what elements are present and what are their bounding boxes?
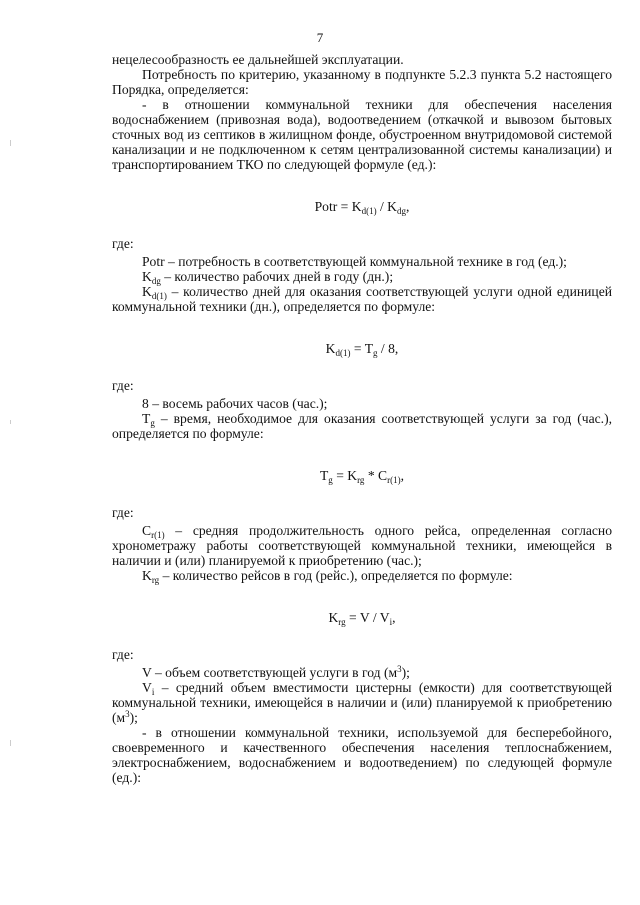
formula-kd1: $K_{d(1)} = T_g / 8$, bbox=[325, 341, 399, 358]
definition-cr1: $C_{r(1)}$ – средняя продолжительность одного рейса, определенная согласно хронометражу работы соответствующей коммунальной техники, имеющейся в наличии и (или) планируемой к приобретению (час.); bbox=[112, 523, 612, 568]
formula-krg: $K_{rg} = V / V_i$, bbox=[328, 610, 396, 627]
definition-8: 8 – восемь рабочих часов (час.); bbox=[142, 396, 328, 411]
where-label: где: bbox=[112, 505, 134, 520]
document-body bbox=[112, 52, 612, 785]
where-label: где: bbox=[112, 647, 134, 662]
definition-potr: Potr – потребность в соответствующей коммунальной технике в год (ед.); bbox=[142, 254, 567, 269]
scan-mark bbox=[10, 140, 11, 146]
scan-mark bbox=[10, 420, 11, 424]
paragraph-2: Потребность по критерию, указанному в подпункте 5.2.3 пункта 5.2 настоящего Порядка, определяется: bbox=[112, 67, 612, 97]
definition-krg: $K_{rg}$ – количество рейсов в год (рейс.), определяется по формуле: bbox=[142, 568, 513, 585]
definition-vi: $V_i$ – средний объем вместимости цистерны (емкости) для соответствующей коммунальной техники, имеющейся в наличии и (или) планируемой к приобретению $(м^3)$; bbox=[112, 680, 612, 725]
definition-tg: $T_g$ – время, необходимое для оказания соответствующей услуги за год (час.), определяется по формуле: bbox=[112, 411, 612, 441]
where-label: где: bbox=[112, 378, 134, 393]
page-number: 7 bbox=[316, 30, 324, 45]
definition-v: V – объем соответствующей услуги в год $(м^3)$; bbox=[142, 664, 410, 680]
formula-potr: Potr = $K_{d(1)} / K_{dg}$, bbox=[314, 199, 410, 216]
definition-kdg: $K_{dg}$ – количество рабочих дней в году (дн.); bbox=[142, 269, 394, 286]
formula-tg: $T_g = K_{rg} * C_{r(1)}$, bbox=[319, 468, 405, 485]
paragraph-last: - в отношении коммунальной техники, используемой для бесперебойного, своевременного и качественного обеспечения населения теплоснабжением, электроснабжением, водоснабжением и водоотведением) по следующей формуле (ед.): bbox=[112, 725, 612, 785]
where-label: где: bbox=[112, 236, 134, 251]
scan-mark bbox=[10, 740, 11, 746]
paragraph-3: - в отношении коммунальной техники для обеспечения населения водоснабжением (привозная вода), водоотведением (откачкой и вывозом бытовых сточных вод из септиков в жилищном фонде, обустроенном внутридомовой системой канализации и не подключенном к сетям централизованной системы канализации) и транспортированием ТКО по следующей формуле (ед.): bbox=[112, 97, 612, 172]
paragraph-1: нецелесообразность ее дальнейшей эксплуатации. bbox=[112, 52, 404, 67]
definition-kd1: $K_{d(1)}$ – количество дней для оказания соответствующей услуги одной единицей коммунальной техники (дн.), определяется по формуле: bbox=[112, 284, 612, 314]
